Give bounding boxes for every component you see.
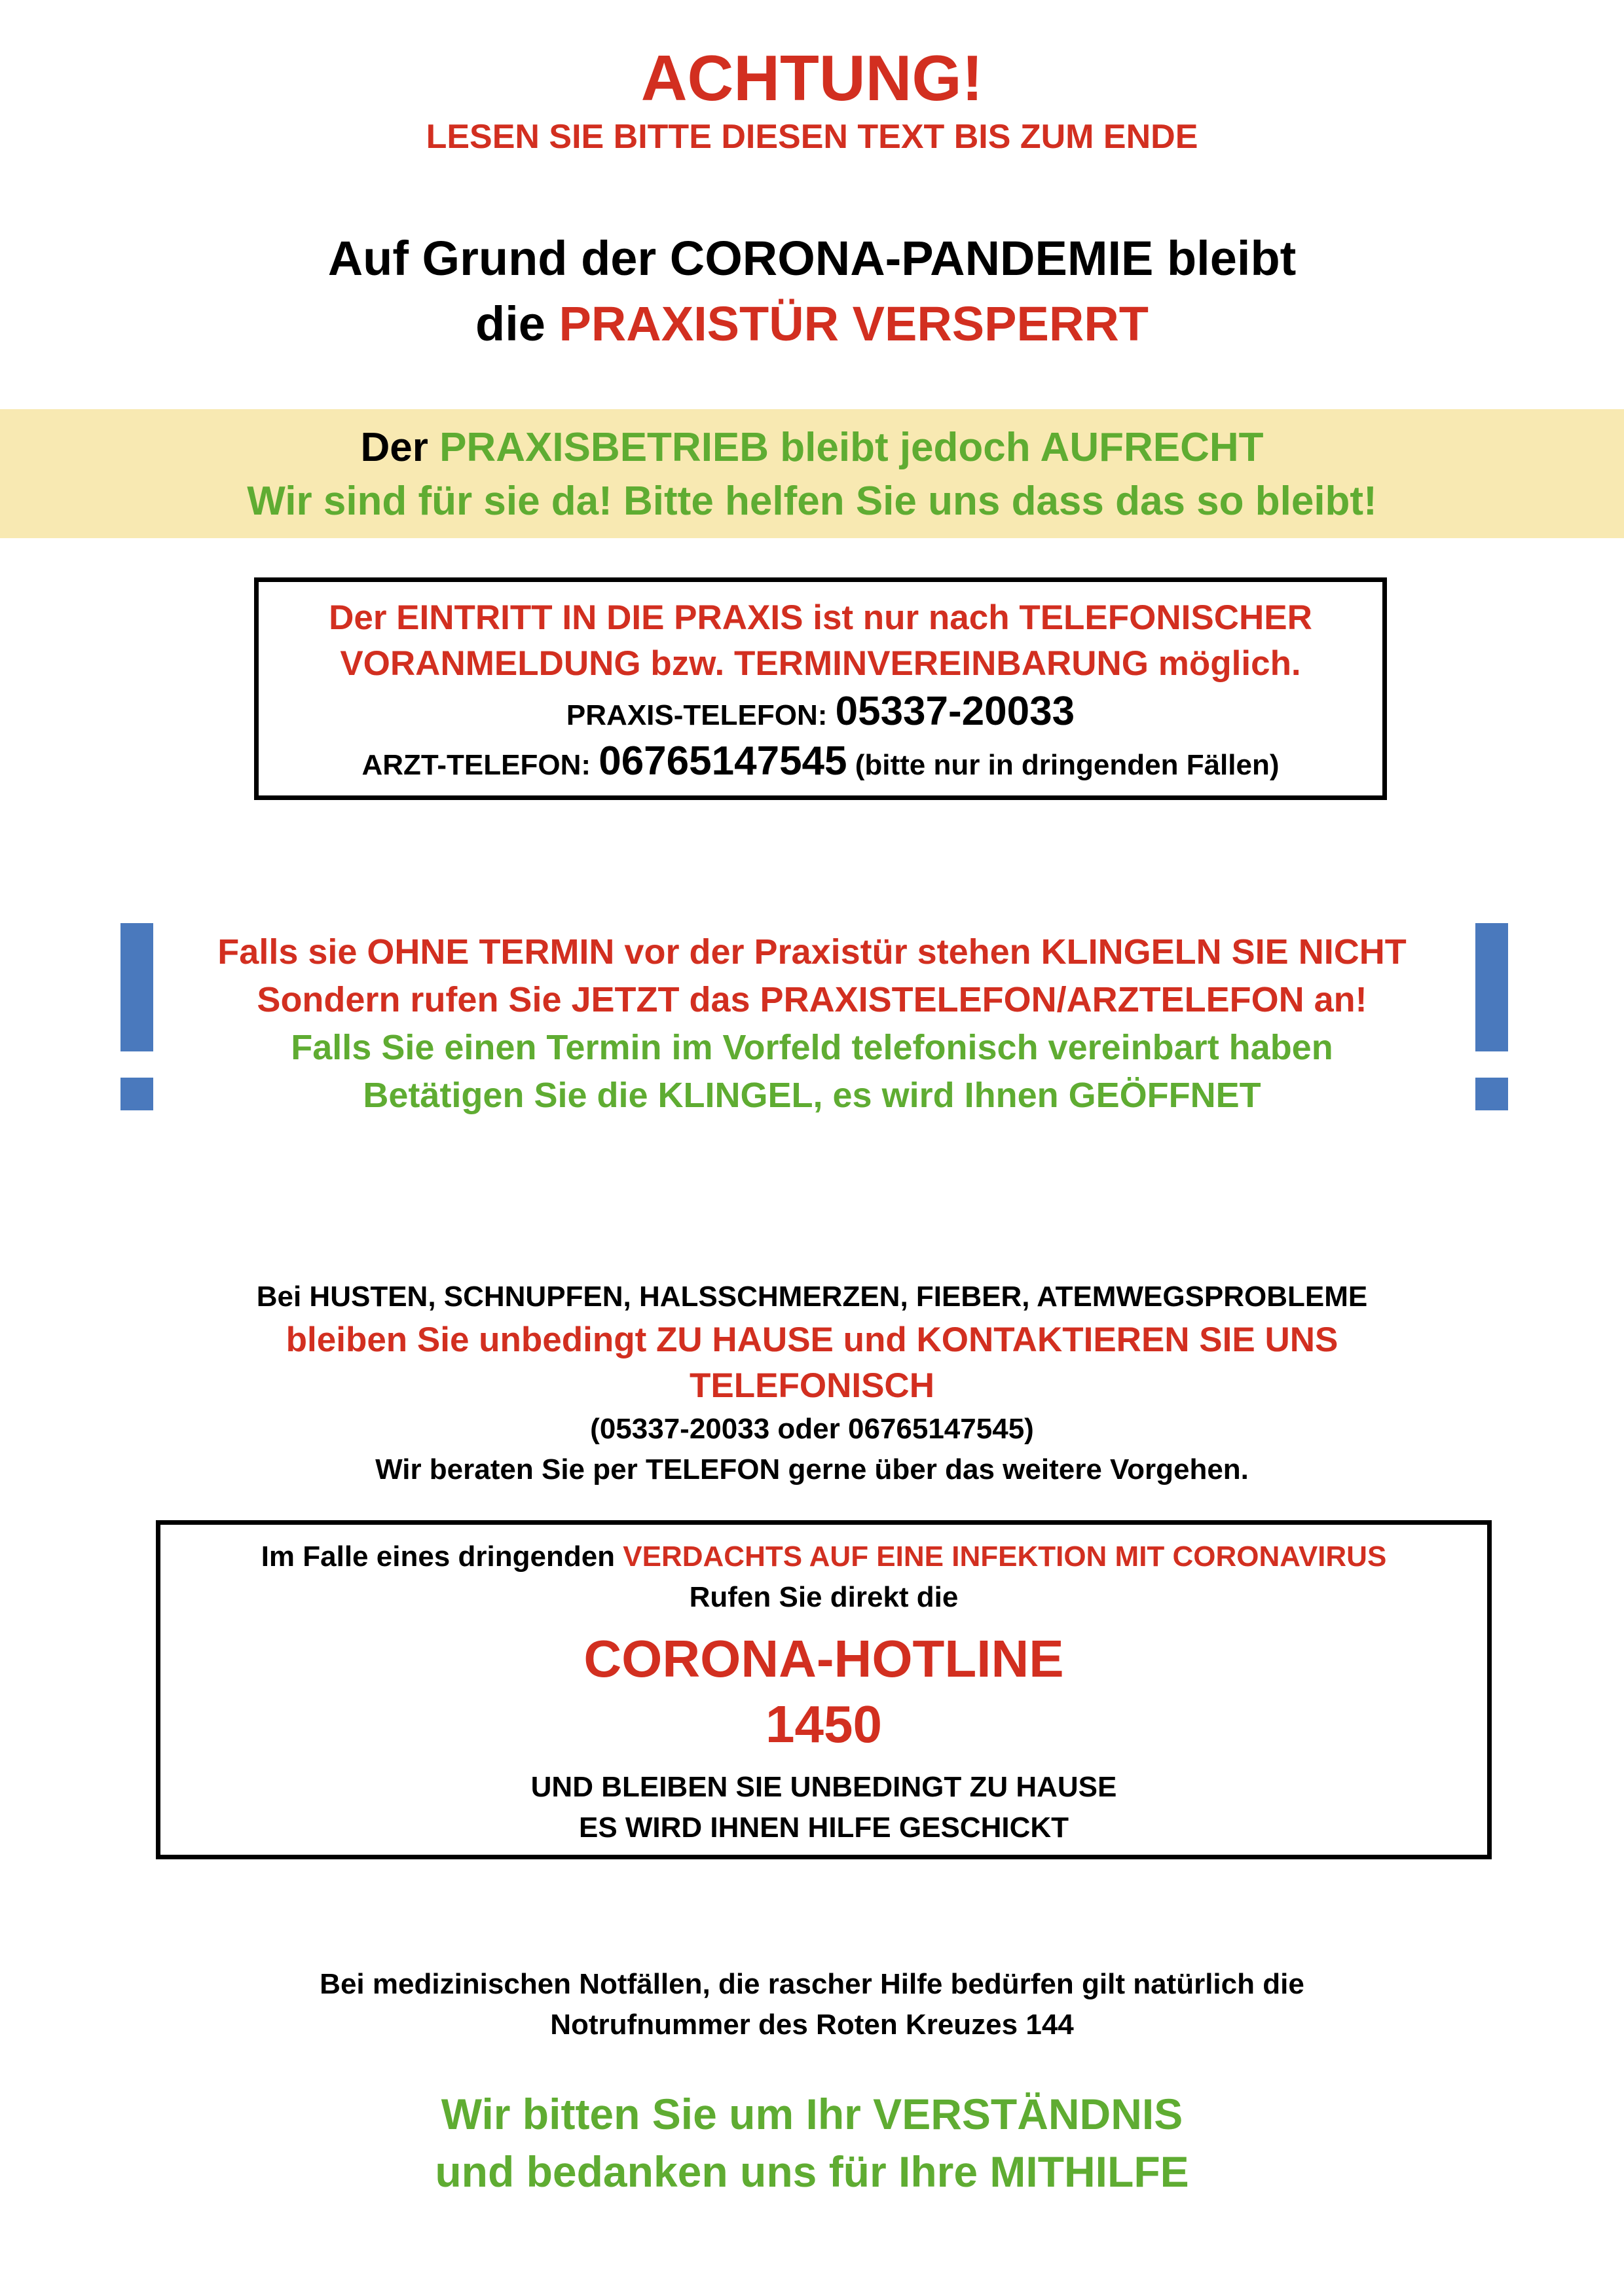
exclamation-left-bar-icon (120, 923, 153, 1051)
exclamation-left-dot-icon (120, 1078, 153, 1110)
headline-line2-emph: PRAXISTÜR VERSPERRT (559, 297, 1149, 351)
hotline-line5: UND BLEIBEN SIE UNBEDINGT ZU HAUSE (530, 1771, 1117, 1803)
hotline-line2: Rufen Sie direkt die (689, 1581, 959, 1613)
hotline-line6: ES WIRD IHNEN HILFE GESCHICKT (578, 1812, 1069, 1844)
headline-line1: Auf Grund der CORONA-PANDEMIE bleibt (327, 231, 1297, 285)
arzt-phone-note: (bitte nur in dringenden Fällen) (847, 749, 1280, 781)
notice-title: ACHTUNG! (640, 42, 984, 114)
exclamation-right-dot-icon (1475, 1078, 1508, 1110)
emergency-notice (0, 1964, 1624, 2045)
contact-line1: Der EINTRITT IN DIE PRAXIS ist nur nach TELEFONISCHER (329, 598, 1312, 637)
hotline-box (156, 1520, 1492, 1859)
closing-line2: und bedanken uns für Ihre MITHILFE (435, 2147, 1189, 2196)
banner-line1-prefix: Der (360, 425, 440, 470)
banner-line2: Wir sind für sie da! Bitte helfen Sie uns dass das so bleibt! (247, 479, 1377, 524)
symptoms-section (0, 1277, 1624, 1490)
emergency-line1: Bei medizinischen Notfällen, die rascher Hilfe bedürfen gilt natürlich die (320, 1968, 1304, 2000)
symptoms-line5: Wir beraten Sie per TELEFON gerne über das weitere Vorgehen. (375, 1453, 1249, 1485)
closure-headline (0, 226, 1624, 357)
hotline-line1-emph: VERDACHTS AUF EINE INFEKTION MIT CORONAVIRUS (623, 1540, 1387, 1573)
arzt-phone-label: ARZT-TELEFON: (361, 749, 599, 781)
praxis-phone-number: 05337-20033 (835, 689, 1075, 734)
headline-line2 (0, 291, 1624, 357)
arzt-phone-number: 06765147545 (599, 738, 847, 784)
doorbell-line1: Falls sie OHNE TERMIN vor der Praxistür stehen KLINGELN SIE NICHT (217, 932, 1407, 972)
exclamation-right-bar-icon (1475, 923, 1508, 1051)
headline-line2-prefix: die (475, 297, 559, 351)
praxis-phone-label: PRAXIS-TELEFON: (566, 699, 836, 731)
hotline-name: CORONA-HOTLINE (583, 1630, 1064, 1688)
symptoms-line1: Bei HUSTEN, SCHNUPFEN, HALSSCHMERZEN, FIEBER, ATEMWEGSPROBLEME (256, 1281, 1368, 1313)
hotline-line1-prefix: Im Falle eines dringenden (261, 1540, 623, 1573)
hotline-number: 1450 (766, 1695, 882, 1753)
doorbell-line3: Falls Sie einen Termin im Vorfeld telefonisch vereinbart haben (291, 1028, 1333, 1067)
arzt-phone-row (259, 737, 1382, 797)
symptoms-line3: TELEFONISCH (690, 1366, 934, 1405)
hotline-line1 (160, 1537, 1487, 1577)
closing-line1: Wir bitten Sie um Ihr VERSTÄNDNIS (441, 2090, 1183, 2138)
closing-message (0, 2085, 1624, 2200)
symptoms-line2: bleiben Sie unbedingt ZU HAUSE und KONTAKTIEREN SIE UNS (286, 1321, 1338, 1359)
doorbell-line4: Betätigen Sie die KLINGEL, es wird Ihnen GEÖFFNET (363, 1076, 1261, 1115)
banner-line1-emph: PRAXISBETRIEB bleibt jedoch AUFRECHT (439, 425, 1264, 470)
banner-line1 (0, 422, 1624, 473)
contact-line2: VORANMELDUNG bzw. TERMINVEREINBARUNG möglich. (340, 644, 1301, 683)
symptoms-line4: (05337-20033 oder 06765147545) (590, 1413, 1034, 1445)
contact-box (254, 577, 1387, 800)
doorbell-notice (157, 928, 1467, 1120)
operation-banner (0, 409, 1624, 538)
doorbell-line2: Sondern rufen Sie JETZT das PRAXISTELEFON/ARZTELEFON an! (257, 980, 1367, 1019)
emergency-line2: Notrufnummer des Roten Kreuzes 144 (550, 2009, 1074, 2041)
notice-subtitle: LESEN SIE BITTE DIESEN TEXT BIS ZUM ENDE (426, 118, 1198, 156)
